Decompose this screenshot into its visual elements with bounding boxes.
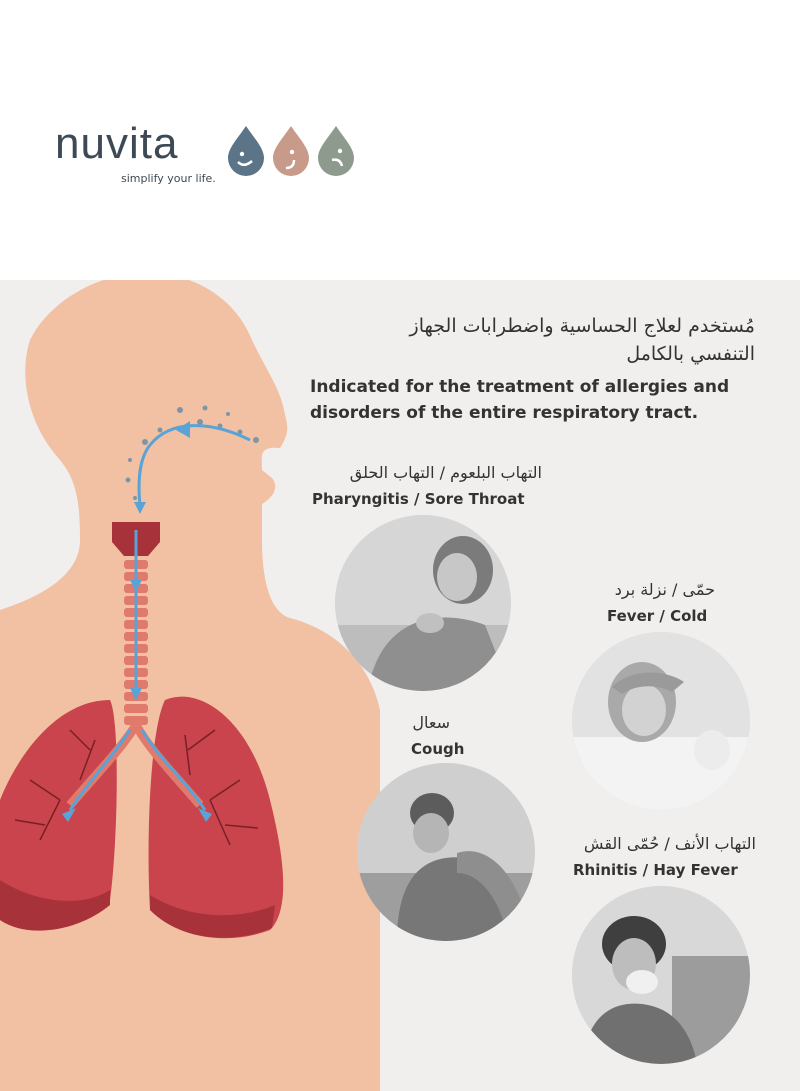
headline-arabic-line2: التنفسي بالكامل: [626, 343, 755, 365]
drops-icon: [228, 124, 358, 176]
condition-rhinitis-english: Rhinitis / Hay Fever: [573, 861, 738, 879]
headline-english-line1: Indicated for the treatment of allergies and: [310, 377, 730, 397]
condition-pharyngitis-english: Pharyngitis / Sore Throat: [312, 490, 525, 508]
brand-logo: [55, 119, 216, 185]
header: [0, 0, 800, 280]
hay-fever-photo: [572, 886, 750, 1064]
brand-name: nuvita: [55, 119, 179, 168]
sore-throat-photo: [335, 515, 511, 691]
headline-arabic-line1: مُستخدم لعلاج الحساسية واضطرابات الجهاز: [409, 315, 755, 337]
fever-photo: [572, 632, 750, 810]
cough-photo: [357, 763, 535, 941]
brand-tagline: simplify your life.: [121, 172, 216, 185]
headline-arabic: [410, 312, 755, 368]
condition-fever-arabic: حمّى / نزلة برد: [614, 580, 715, 599]
headline-english: [310, 374, 729, 426]
info-panel: [0, 280, 800, 1091]
condition-rhinitis-arabic: التهاب الأنف / حُمّى القش: [583, 834, 756, 853]
condition-fever-english: Fever / Cold: [607, 607, 708, 625]
condition-cough-arabic: سعال: [412, 713, 450, 732]
condition-pharyngitis-arabic: التهاب البلعوم / التهاب الحلق: [349, 463, 542, 482]
condition-cough-english: Cough: [411, 740, 465, 758]
headline-english-line2: disorders of the entire respiratory tract.: [310, 403, 699, 423]
